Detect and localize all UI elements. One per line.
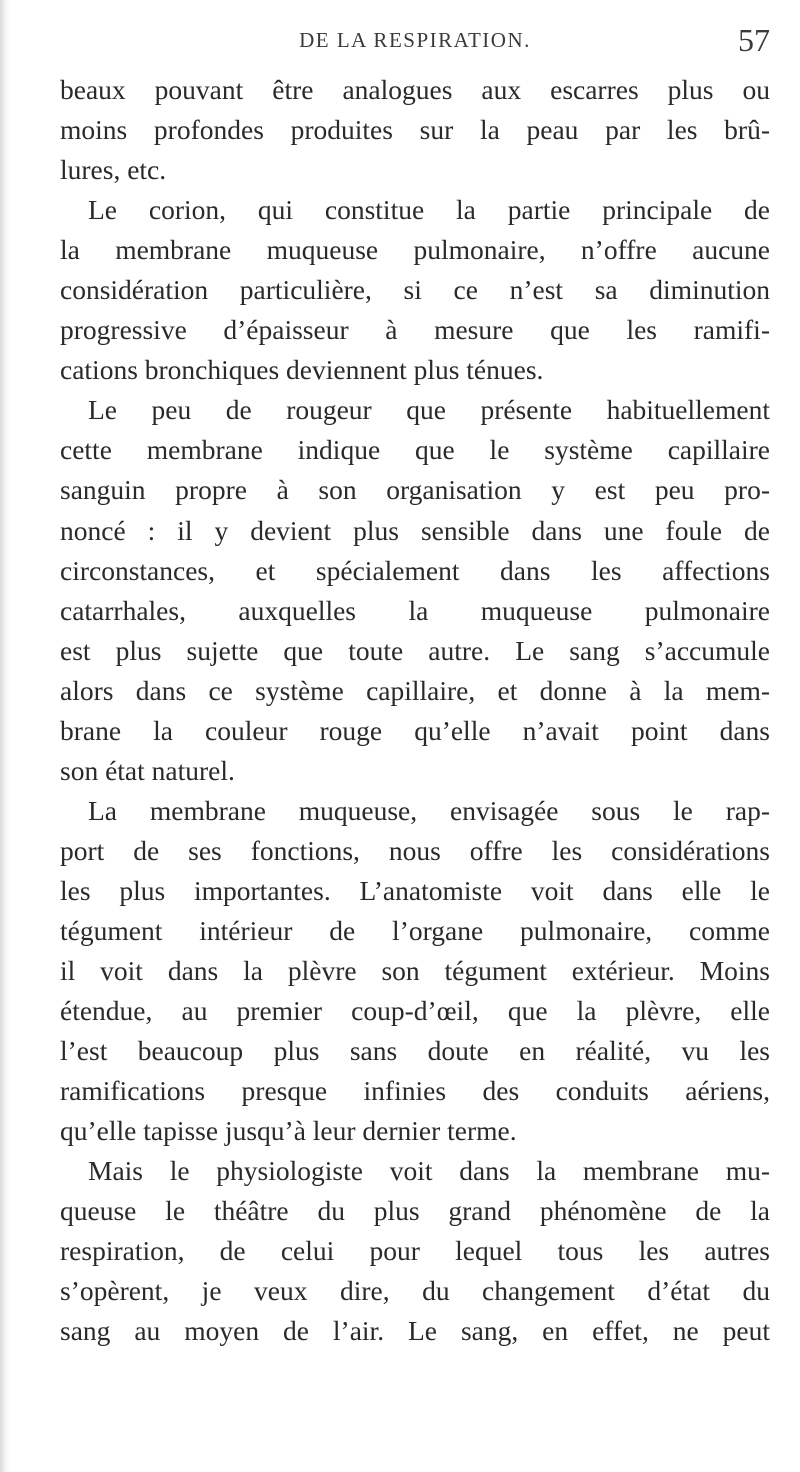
- text-line: alors dans ce système capillaire, et donne à la mem-: [60, 674, 770, 706]
- text-line: est plus sujette que toute autre. Le sang s’accumule: [60, 634, 770, 666]
- text-line: il voit dans la plèvre son tégument extérieur. Moins: [60, 955, 770, 987]
- text-line: Le corion, qui constitue la partie principale de: [88, 194, 770, 226]
- text-line: qu’elle tapisse jusqu’à leur dernier terme.: [60, 1115, 517, 1147]
- text-line: Le peu de rougeur que présente habituellement: [88, 394, 770, 426]
- text-line: noncé : il y devient plus sensible dans une foule de: [60, 514, 770, 546]
- text-line: cations bronchiques deviennent plus ténues.: [60, 354, 544, 386]
- text-line: sanguin propre à son organisation y est peu pro-: [60, 474, 770, 506]
- page-number: 57: [738, 22, 770, 58]
- text-line: la membrane muqueuse pulmonaire, n’offre aucune: [60, 234, 770, 266]
- body-text: [60, 70, 770, 1352]
- text-line: tégument intérieur de l’organe pulmonaire, comme: [60, 914, 770, 946]
- text-line: respiration, de celui pour lequel tous les autres: [60, 1235, 770, 1267]
- text-line: s’opèrent, je veux dire, du changement d’état du: [60, 1275, 770, 1307]
- text-line: considération particulière, si ce n’est sa diminution: [60, 274, 770, 306]
- text-line: queuse le théâtre du plus grand phénomène de la: [60, 1195, 770, 1227]
- text-line: cette membrane indique que le système capillaire: [60, 434, 770, 466]
- text-line: sang au moyen de l’air. Le sang, en effet, ne peut: [60, 1315, 770, 1347]
- text-line: l’est beaucoup plus sans doute en réalité, vu les: [60, 1035, 770, 1067]
- text-line: catarrhales, auxquelles la muqueuse pulmonaire: [60, 594, 770, 626]
- text-line: Mais le physiologiste voit dans la membrane mu-: [88, 1155, 770, 1187]
- page-binding-edge: [0, 0, 10, 1472]
- page-header: [60, 22, 770, 62]
- text-line: son état naturel.: [60, 754, 235, 786]
- text-line: beaux pouvant être analogues aux escarres plus ou: [60, 74, 770, 105]
- text-line: progressive d’épaisseur à mesure que les ramifi-: [60, 314, 770, 346]
- text-line: circonstances, et spécialement dans les affections: [60, 554, 770, 586]
- text-line: lures, etc.: [60, 154, 167, 186]
- running-head: DE LA RESPIRATION.: [299, 28, 531, 52]
- text-line: les plus importantes. L’anatomiste voit dans elle le: [60, 874, 770, 906]
- text-line: port de ses fonctions, nous offre les considérations: [60, 834, 770, 866]
- text-line: étendue, au premier coup-d’œil, que la plèvre, elle: [60, 995, 770, 1027]
- text-line: La membrane muqueuse, envisagée sous le rap-: [88, 794, 770, 826]
- text-line: brane la couleur rouge qu’elle n’avait point dans: [60, 714, 770, 746]
- text-line: moins profondes produites sur la peau par les brû-: [60, 114, 770, 146]
- text-line: ramifications presque infinies des conduits aériens,: [60, 1075, 770, 1107]
